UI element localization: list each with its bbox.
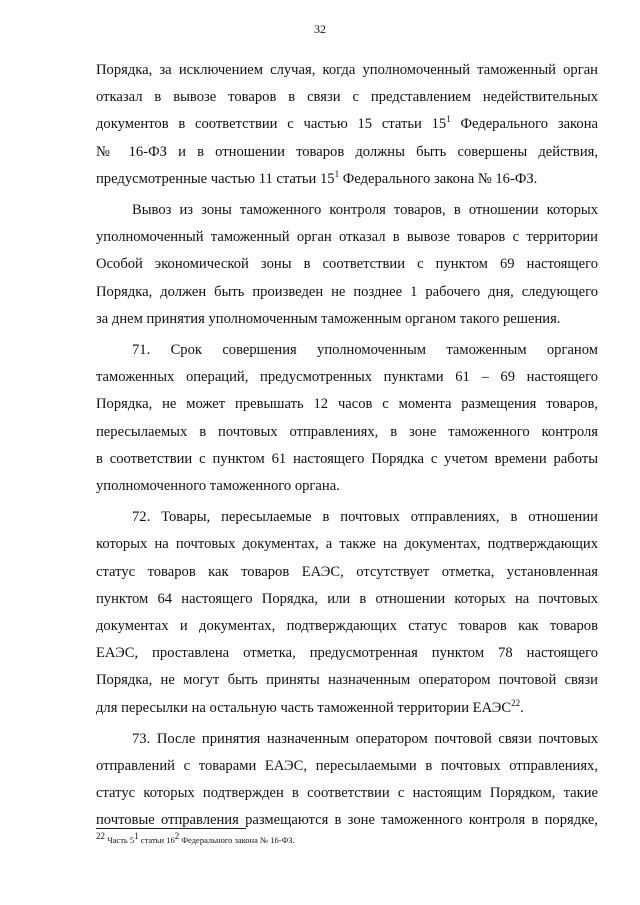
text-line: статус товаров как товаров ЕАЭС, отсутствует отметка, установленная	[96, 563, 598, 580]
text-line: пунктом 64 настоящего Порядка, или в отношении которых на почтовых	[96, 590, 598, 607]
text-line: пересылаемых в почтовых отправлениях, в зоне таможенного контроля	[96, 423, 598, 440]
text-line: 71. Срок совершения уполномоченным таможенным органом	[132, 342, 598, 359]
footnote-marker: 22	[96, 831, 105, 842]
text-line: за днем принятия уполномоченным таможенным органом такого решения.	[96, 310, 561, 327]
text-line: Порядка, не могут быть приняты назначенным оператором почтовой связи	[96, 672, 598, 689]
text-line: таможенных операций, предусмотренных пунктами 61 – 69 настоящего	[96, 369, 598, 386]
text-line: Порядка, не может превышать 12 часов с момента размещения товаров,	[96, 396, 598, 413]
paragraph-export-refusal	[96, 197, 598, 333]
text-line: Особой экономической зоны в соответствии с пунктом 69 настоящего	[96, 256, 598, 273]
text-line: документах и документах, подтверждающих статус товаров как товаров	[96, 618, 598, 635]
page-number: 32	[314, 22, 326, 36]
text-line: отказал в вывозе товаров в связи с представлением недействительных	[96, 89, 598, 106]
text-line: ЕАЭС, проставлена отметка, предусмотренная пунктом 78 настоящего	[96, 645, 598, 662]
text-line: в соответствии с пунктом 61 настоящего Порядка с учетом времени работы	[96, 450, 598, 467]
document-body	[96, 57, 598, 842]
text-line: уполномоченного таможенного органа.	[96, 478, 340, 495]
text-line: Порядка, за исключением случая, когда уполномоченный таможенный орган	[96, 62, 598, 78]
superscript: 1	[446, 114, 451, 125]
superscript: 1	[334, 168, 340, 179]
paragraph-73	[96, 726, 598, 835]
text-line: предусмотренные частью 11 статьи $15^1$ Федерального закона № 16-ФЗ.	[96, 168, 538, 187]
footnote-divider	[96, 828, 246, 829]
text-line: почтовые отправления размещаются в зоне таможенного контроля в порядке,	[96, 812, 598, 829]
text-line: Вывоз из зоны таможенного контроля товаров, в отношении которых	[132, 202, 598, 219]
text-line: уполномоченный таможенный орган отказал в вывозе товаров с территории	[96, 229, 598, 246]
footnote: $^{22}$ Часть $5^1$ статьи $16^2$ Федерального закона № 16-ФЗ.	[96, 831, 295, 845]
text-line: № 16-ФЗ и в отношении товаров должны быть совершены действия,	[96, 143, 598, 160]
text-line: которых на почтовых документах, а также на документах, подтверждающих	[96, 536, 598, 553]
text-line: документов в соответствии с частью 15 статьи $15^1$ Федерального закона	[96, 114, 598, 133]
text-line: Порядка, должен быть произведен не позднее 1 рабочего дня, следующего	[96, 283, 598, 300]
text-line: статус которых подтвержден в соответствии с настоящим Порядком, такие	[96, 785, 598, 802]
text-line: 72. Товары, пересылаемые в почтовых отправлениях, в отношении	[132, 509, 598, 526]
text-line: 73. После принятия назначенным оператором почтовой связи почтовых	[132, 730, 598, 747]
paragraph-72	[96, 504, 598, 722]
footnote-reference: 22	[511, 697, 521, 708]
paragraph-continuation	[96, 57, 598, 193]
text-line: отправлений с товарами ЕАЭС, пересылаемыми в почтовых отправлениях,	[96, 758, 598, 775]
paragraph-71	[96, 337, 598, 500]
text-line: для пересылки на остальную часть таможенной территории ЕАЭС$^{22}$.	[96, 697, 524, 716]
